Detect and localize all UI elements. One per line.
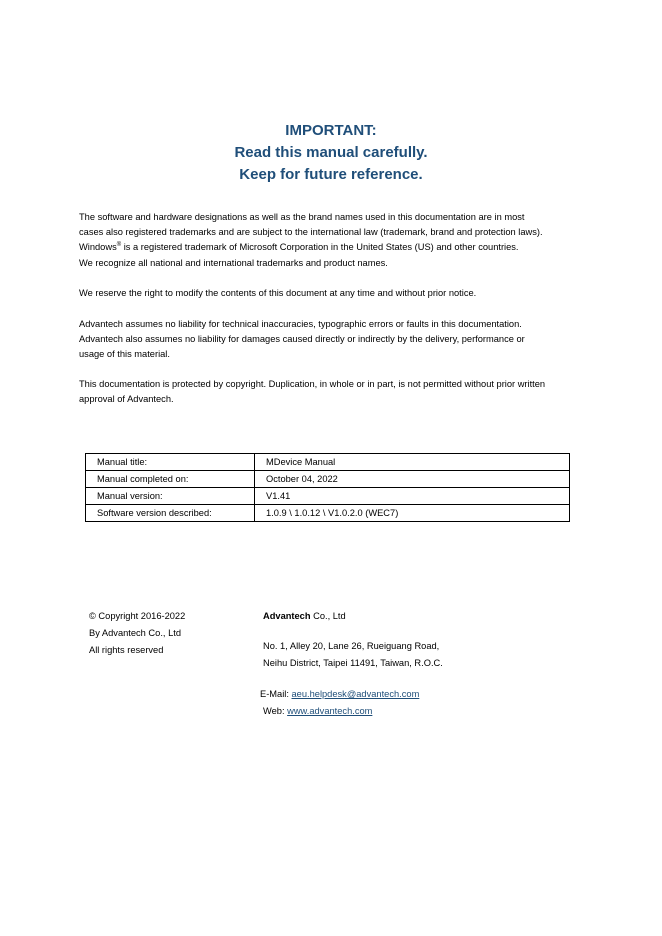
copyright-years: © Copyright 2016-2022 <box>89 611 186 621</box>
manual-completed-label: Manual completed on: <box>86 471 255 488</box>
company-name-bold: Advantech <box>263 611 311 621</box>
modify-text: We reserve the right to modify the contents of this document at any time and without prior notice. <box>79 288 477 298</box>
manual-completed-value: October 04, 2022 <box>255 471 570 488</box>
address-line-2: Neihu District, Taipei 11491, Taiwan, R.O.C. <box>263 658 443 668</box>
company-contact <box>260 686 419 720</box>
trademark-text-line-2: cases also registered trademarks and are subject to the international law (trademark, brand and protection laws). <box>79 227 543 238</box>
web-line <box>260 703 419 720</box>
registered-mark: ® <box>116 242 122 249</box>
email-line <box>260 686 419 703</box>
manual-version-label: Manual version: <box>86 488 255 505</box>
windows-word: Windows <box>79 242 117 253</box>
trademark-notice <box>79 210 589 271</box>
heading-line-important: IMPORTANT: <box>285 122 377 139</box>
email-link[interactable]: aeu.helpdesk@advantech.com <box>291 689 420 699</box>
address-line-1: No. 1, Alley 20, Lane 26, Rueiguang Road, <box>263 641 440 651</box>
windows-trademark-line <box>79 240 589 255</box>
company-address <box>263 638 443 672</box>
copyright-owner: By Advantech Co., Ltd <box>89 628 181 638</box>
copyright-block <box>89 608 185 659</box>
company-name-rest: Co., Ltd <box>310 611 346 621</box>
manual-title-value: MDevice Manual <box>255 454 570 471</box>
web-label: Web: <box>263 706 288 716</box>
trademark-text-line-1: The software and hardware designations as well as the brand names used in this documentation are in most <box>79 212 525 222</box>
manual-version-value: V1.41 <box>255 488 570 505</box>
copyright-notice <box>79 377 589 407</box>
heading-line-keep-reference: Keep for future reference. <box>239 166 423 183</box>
table-row <box>86 471 570 488</box>
company-name <box>263 608 346 625</box>
rights-reserved: All rights reserved <box>89 645 164 655</box>
copyright-text-line-2: approval of Advantech. <box>79 394 174 405</box>
web-link[interactable]: www.advantech.com <box>287 706 373 716</box>
software-version-value: 1.0.9 \ 1.0.12 \ V1.0.2.0 (WEC7) <box>255 505 570 522</box>
windows-trademark-rest: is a registered trademark of Microsoft Corporation in the United States (US) and other countries. <box>121 242 519 253</box>
liability-text-line-3: usage of this material. <box>79 349 170 360</box>
email-label: E-Mail: <box>260 689 292 699</box>
software-version-label: Software version described: <box>86 505 255 522</box>
table-row <box>86 505 570 522</box>
table-row <box>86 488 570 505</box>
manual-info-table <box>85 453 570 522</box>
copyright-text-line-1: This documentation is protected by copyright. Duplication, in whole or in part, is not permitted without prior written <box>79 379 546 389</box>
liability-notice <box>79 317 589 363</box>
manual-title-label: Manual title: <box>86 454 255 471</box>
important-heading <box>0 120 662 186</box>
modification-notice <box>79 286 589 301</box>
liability-text-line-1: Advantech assumes no liability for technical inaccuracies, typographic errors or faults in this documentation. <box>79 319 522 329</box>
liability-text-line-2: Advantech also assumes no liability for damages caused directly or indirectly by the delivery, performance or <box>79 334 525 345</box>
trademark-text-line-4: We recognize all national and international trademarks and product names. <box>79 257 388 268</box>
heading-line-read-carefully: Read this manual carefully. <box>234 144 428 161</box>
table-row <box>86 454 570 471</box>
